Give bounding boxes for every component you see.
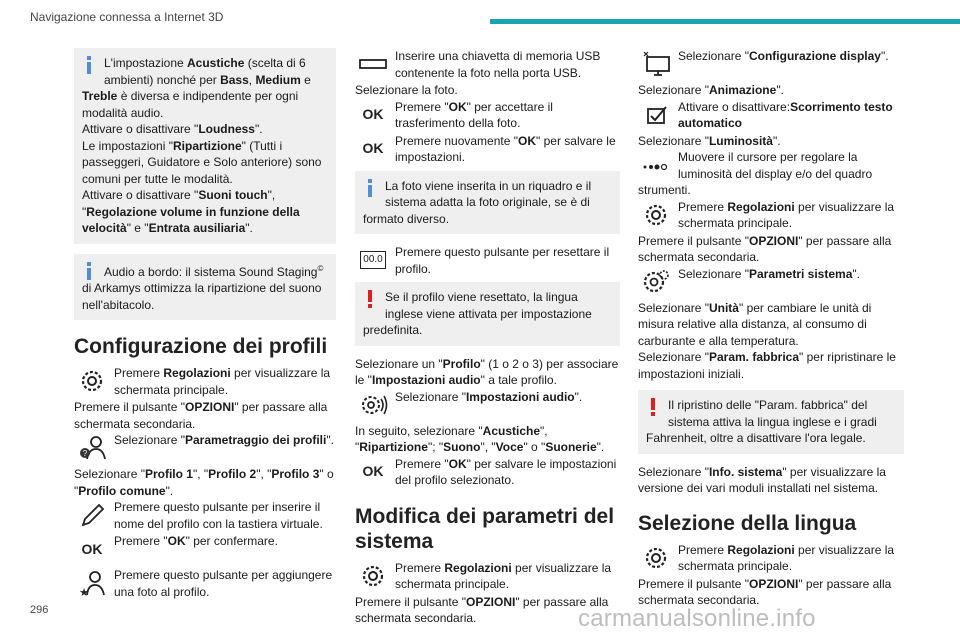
display-config-icon[interactable] xyxy=(638,48,674,80)
gear-icon[interactable] xyxy=(74,365,110,397)
page-number: 296 xyxy=(30,604,49,616)
step-settings: Premere Regolazioni per visualizzare la schermata principale. xyxy=(638,199,904,233)
step-reset-profile: 00.0 Premere questo pulsante per resettare il profilo. xyxy=(355,244,620,278)
step-settings: Premere Regolazioni per visualizzare la schermata principale. xyxy=(638,542,904,576)
add-photo-icon[interactable] xyxy=(74,567,110,599)
paragraph: Premere il pulsante "OPZIONI" per passare alla schermata secondaria. xyxy=(638,233,892,264)
watermark: carmanualsonline.info xyxy=(578,605,816,632)
step-profile-settings: ? Selezionare "Parametraggio dei profili". xyxy=(74,432,336,466)
paragraph: Selezionare un "Profilo" (1 o 2 o 3) per associare le "Impostazioni audio" a tale profilo. xyxy=(355,356,619,387)
system-params-icon[interactable] xyxy=(638,266,674,298)
step-accept-transfer: OK Premere "OK" per accettare il trasferimento della foto. xyxy=(355,99,620,133)
pencil-icon[interactable] xyxy=(74,499,110,531)
info-icon xyxy=(363,179,379,197)
paragraph: Selezionare "Profilo 1", "Profilo 2", "Profilo 3" o "Profilo comune". xyxy=(74,467,334,498)
step-add-photo: ★ Premere questo pulsante per aggiungere una foto al profilo. xyxy=(74,567,336,601)
info-icon xyxy=(82,262,98,280)
step-scroll-text: Attivare o disattivare:Scorrimento testo automatico xyxy=(638,99,904,133)
warning-icon xyxy=(646,398,662,416)
section-heading-language: Selezione della lingua xyxy=(638,511,857,535)
gear-icon[interactable] xyxy=(638,542,674,574)
step-display-config: Selezionare "Configurazione display". xyxy=(638,48,904,82)
paragraph: Selezionare "Animazione". xyxy=(638,83,784,97)
column-3 xyxy=(638,48,904,609)
info-note-sound-staging: Audio a bordo: il sistema Sound Staging© di Arkamys ottimizza la ripartizione del suono nell'abitacolo. xyxy=(74,254,336,321)
reset-label: 00.0 xyxy=(360,251,385,270)
step-usb: Inserire una chiavetta di memoria USB contenente la foto nella porta USB. xyxy=(355,48,620,82)
svg-text:★: ★ xyxy=(79,587,89,598)
info-note-photo: La foto viene inserita in un riquadro e il sistema adatta la foto originale, se è di formato diverso. xyxy=(355,171,620,235)
gear-icon[interactable] xyxy=(638,199,674,231)
paragraph: Selezionare "Unità" per cambiare le unità di misura relative alla distanza, al consumo di carburante e alla temperatura. Selezionare "Param. fabbrica" per ripristinare le impostazioni iniziali. xyxy=(638,300,896,381)
step-save-profile: OK Premere "OK" per salvare le impostazioni del profilo selezionato. xyxy=(355,456,620,490)
column-2 xyxy=(355,48,620,627)
step-save-settings: OK Premere nuovamente "OK" per salvare le impostazioni. xyxy=(355,133,620,167)
section-heading-system: Modifica dei parametri del sistema xyxy=(355,504,615,553)
info-note-audio: L'impostazione Acustiche (scelta di 6 ambienti) nonché per Bass, Medium e Treble è diversa e indipendente per ogni modalità audio. Attivare o disattivare "Loudness". Le impostazioni "Ripartizione" (Tutti i passeggeri, Guidatore e Solo anteriore) sono comuni per tutte le modalità. Attivare o disattivare "Suoni touch", "Regolazione volume in funzione della velocità" e "Entrata ausiliaria". xyxy=(74,48,336,244)
ok-button[interactable]: OK xyxy=(362,463,384,480)
usb-icon[interactable] xyxy=(355,48,391,80)
step-settings: Premere Regolazioni per visualizzare la schermata principale. xyxy=(74,365,336,399)
profile-settings-icon[interactable] xyxy=(74,432,110,464)
paragraph: Selezionare "Luminosità". xyxy=(638,133,781,148)
warning-icon xyxy=(363,290,379,308)
paragraph: Premere il pulsante "OPZIONI" per passare alla schermata secondaria. xyxy=(355,594,609,625)
step-brightness: Muovere il cursore per regolare la luminosità del display e/o del quadro strumenti. xyxy=(638,150,873,197)
reset-icon[interactable] xyxy=(355,244,391,276)
paragraph: Selezionare "Info. sistema" per visualizzare la versione dei vari moduli installati nel sistema. xyxy=(638,464,886,495)
ok-button[interactable]: OK xyxy=(362,106,384,123)
audio-settings-icon[interactable] xyxy=(355,389,391,421)
paragraph: Premere il pulsante "OPZIONI" per passare alla schermata secondaria. xyxy=(74,400,328,431)
header-title: Navigazione connessa a Internet 3D xyxy=(30,10,224,24)
info-icon xyxy=(82,56,98,74)
step-confirm: OK Premere "OK" per confermare. xyxy=(74,533,336,567)
ok-button[interactable]: OK xyxy=(81,540,103,557)
paragraph: Premere il pulsante "OPZIONI" per passare alla schermata secondaria. xyxy=(638,576,892,607)
paragraph: Selezionare la foto. xyxy=(355,83,458,97)
gear-icon[interactable] xyxy=(355,560,391,592)
brightness-icon[interactable] xyxy=(638,149,674,181)
ok-button[interactable]: OK xyxy=(362,140,384,157)
warning-note-factory: Il ripristino delle "Param. fabbrica" del sistema attiva la lingua inglese e i gradi Fahrenheit, oltre a disattivare l'ora legale. xyxy=(638,390,904,454)
paragraph: In seguito, selezionare "Acustiche", "Ripartizione"; "Suono", "Voce" o "Suonerie". xyxy=(355,423,605,454)
svg-text:?: ? xyxy=(82,449,88,458)
checkbox-icon[interactable] xyxy=(638,99,674,131)
step-system-params: Selezionare "Parametri sistema". xyxy=(638,266,904,300)
step-audio-settings: Selezionare "Impostazioni audio". xyxy=(355,389,620,423)
step-name-profile: Premere questo pulsante per inserire il nome del profilo con la tastiera virtuale. xyxy=(74,499,336,533)
step-settings: Premere Regolazioni per visualizzare la schermata principale. xyxy=(355,560,620,594)
warning-note-reset: Se il profilo viene resettato, la lingua inglese viene attivata per impostazione predefinita. xyxy=(355,282,620,346)
section-heading-profiles: Configurazione dei profili xyxy=(74,335,328,358)
header-accent-bar xyxy=(490,19,960,24)
column-1 xyxy=(74,48,336,601)
